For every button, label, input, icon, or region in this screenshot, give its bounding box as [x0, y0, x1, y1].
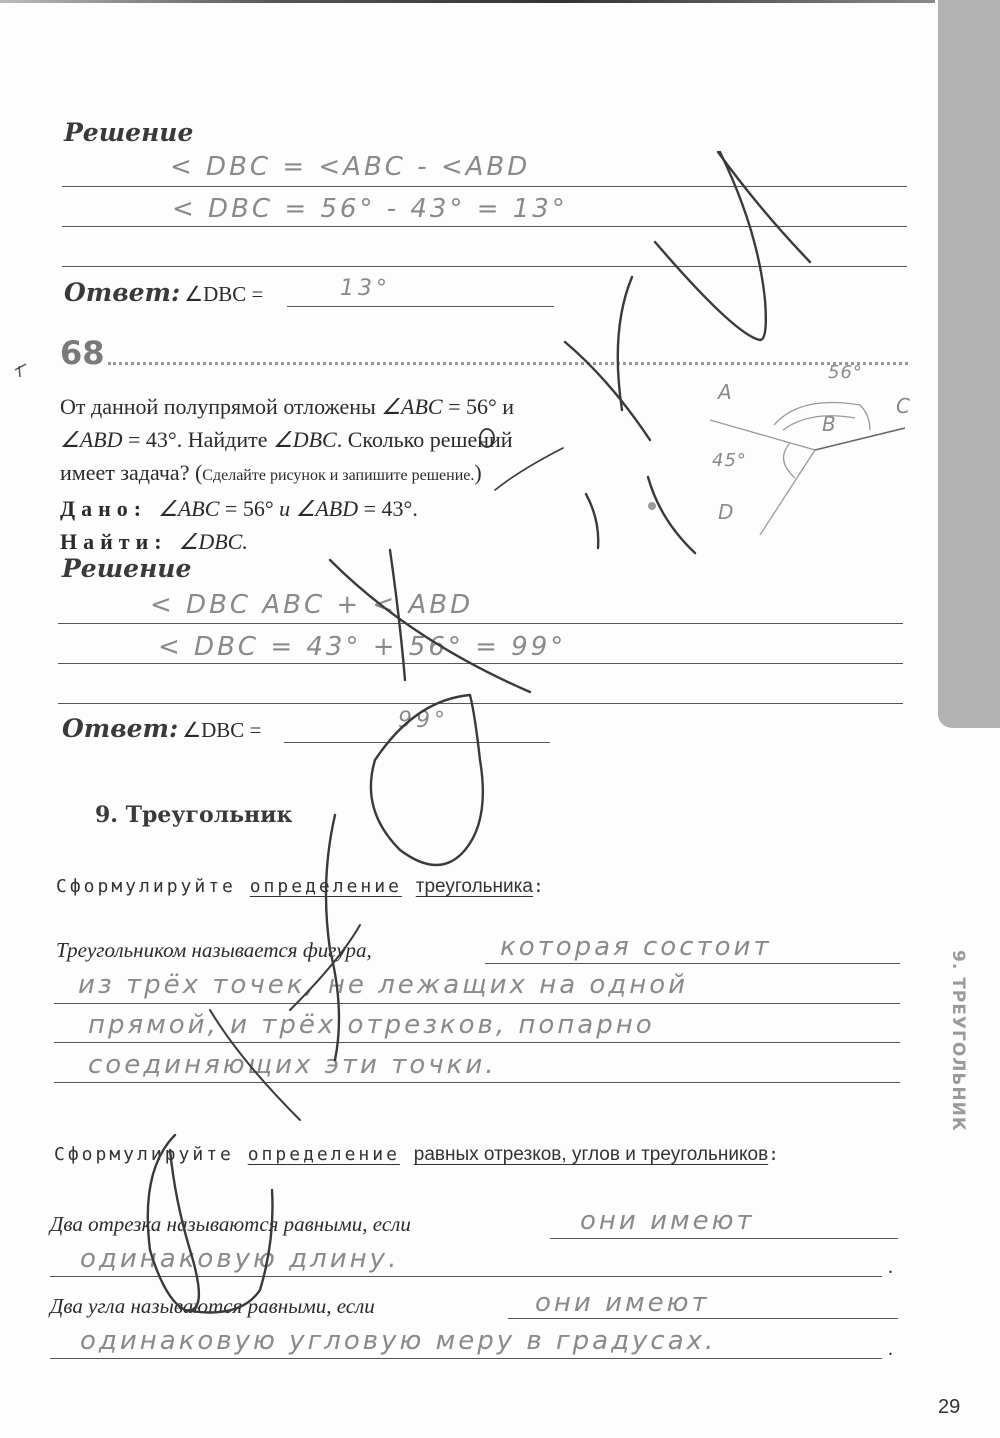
math: ∠DBC — [272, 427, 337, 452]
writing-line — [54, 1082, 900, 1083]
writing-line — [485, 963, 900, 964]
text: ) — [474, 460, 482, 485]
math: ∠ABC — [158, 496, 220, 521]
solution-line-68-1: < DBC ABC + < ABD — [150, 590, 474, 620]
writing-line — [508, 1318, 898, 1319]
sketch-angle-abd: 45° — [712, 450, 747, 471]
underlined-term: равных отрезков, углов и треугольников — [413, 1144, 769, 1165]
sketch-label-d: D — [718, 500, 738, 524]
task-number: 68 — [60, 334, 105, 372]
solution-line-67-2: < DBC = 56° - 43° = 13° — [172, 194, 568, 224]
margin-mark — [15, 364, 26, 377]
writing-line — [54, 1003, 900, 1004]
answer-line-67 — [287, 306, 554, 307]
segments-def-line-1: они имеют — [580, 1206, 755, 1236]
find-label: Найти: — [60, 529, 168, 554]
prompt-equal-definitions — [54, 1144, 782, 1166]
writing-line — [62, 186, 907, 187]
instruction-note: Сделайте рисунок и запишите решение. — [202, 467, 475, 484]
chapter-side-label: 9. ТРЕУГОЛЬНИК — [948, 950, 968, 1132]
triangle-def-line-2: из трёх точек, не лежащих на одной — [78, 970, 689, 1000]
text: имеет задача? ( — [60, 460, 203, 485]
writing-line — [58, 623, 903, 624]
answer-line-68 — [284, 742, 550, 743]
math: ∠DBC. — [178, 529, 248, 554]
answer-row-68 — [62, 714, 261, 743]
solution-line-67-1: < DBC = <ABC - <ABD — [170, 152, 531, 182]
writing-line — [58, 703, 903, 704]
math: ∠ABC — [381, 394, 443, 419]
triangle-def-line-4: соединяющих эти точки. — [88, 1050, 497, 1080]
solution-line-68-2: < DBC = 43° + 56° = 99° — [158, 632, 567, 662]
answer-row-67 — [64, 278, 263, 307]
given-label: Дано: — [60, 496, 148, 521]
math: ∠ABD — [60, 427, 123, 452]
text: : — [768, 1144, 783, 1165]
text: От данной полупрямой отложены — [60, 394, 382, 419]
task-dotted-separator — [108, 362, 908, 365]
chapter-side-tab — [938, 0, 1000, 728]
writing-line — [62, 226, 907, 227]
angles-def-line-2: одинаковую угловую меру в градусах. — [80, 1326, 717, 1356]
writing-line — [50, 1276, 882, 1277]
answer-expression: ∠DBC = — [182, 718, 262, 742]
period: . — [888, 1256, 893, 1278]
segments-def-lead: Два отрезка называются равными, если — [50, 1212, 411, 1236]
text: : — [532, 876, 547, 897]
angles-def-line-1: они имеют — [535, 1288, 710, 1318]
text: Сформулируйте — [54, 1144, 248, 1165]
writing-line — [54, 1042, 900, 1043]
text: = 56° и — [442, 394, 515, 419]
text: и — [279, 496, 291, 521]
period: . — [888, 1338, 893, 1360]
answer-expression: ∠DBC = — [184, 282, 264, 306]
section-title: 9. Треугольник — [95, 802, 293, 828]
text: = 43°. Найдите — [122, 427, 273, 452]
sketch-label-c: C — [896, 394, 914, 418]
underlined-term: определение — [247, 1144, 400, 1165]
text: = 43°. — [358, 496, 418, 521]
answer-value-68: 99° — [398, 708, 449, 733]
answer-label: Ответ: — [62, 714, 179, 743]
sketch-angle-abc: 56° — [828, 362, 863, 383]
answer-label: Ответ: — [64, 278, 181, 307]
solution-heading-68: Решение — [62, 554, 192, 583]
writing-line — [58, 663, 903, 664]
triangle-def-line-3: прямой, и трёх отрезков, попарно — [88, 1010, 655, 1040]
scan-top-edge — [0, 0, 935, 3]
solution-heading-67: Решение — [64, 118, 194, 147]
triangle-def-line-1: которая состоит — [500, 932, 772, 962]
writing-line — [50, 1358, 882, 1359]
task-statement — [60, 390, 660, 558]
text: Сформулируйте — [56, 876, 250, 897]
underlined-term: определение — [249, 876, 402, 897]
prompt-triangle-definition — [56, 876, 547, 898]
answer-value-67: 13° — [340, 276, 391, 301]
writing-line — [62, 266, 907, 267]
triangle-def-lead: Треугольником называется фигура, — [56, 938, 372, 962]
page-number: 29 — [938, 1396, 961, 1418]
sketch-label-b: B — [822, 412, 840, 436]
angles-def-lead: Два угла называются равными, если — [50, 1294, 375, 1318]
math: ∠ABD — [290, 496, 359, 521]
segments-def-line-2: одинаковую длину. — [80, 1244, 400, 1274]
underlined-term: треугольника — [415, 876, 533, 897]
text: = 56° — [219, 496, 280, 521]
text: . Сколько решений — [336, 427, 513, 452]
sketch-label-a: A — [718, 380, 736, 404]
writing-line — [550, 1238, 898, 1239]
